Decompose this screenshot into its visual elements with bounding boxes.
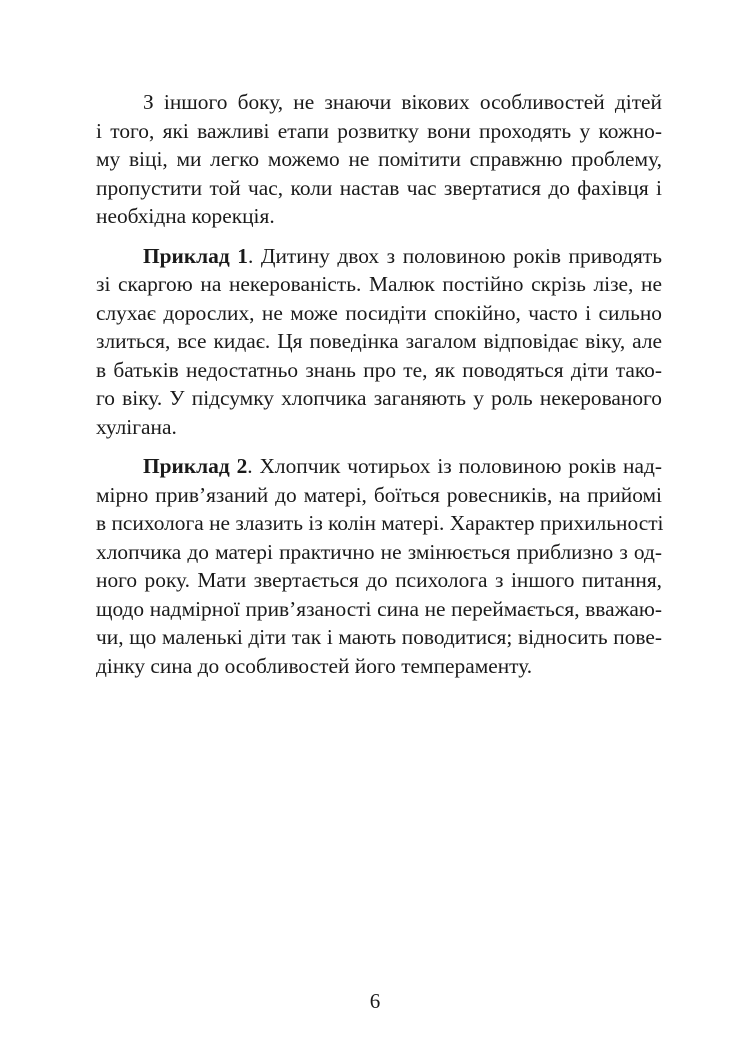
paragraph-line: в психолога не злазить із колін матері. Характер прихильності xyxy=(96,511,664,535)
example-1-label: Приклад 1 xyxy=(143,243,248,268)
paragraph-line: хлопчика до матері практично не змінюється приблизно з од- xyxy=(96,539,662,564)
paragraph-line: ного року. Мати звертається до психолога з іншого питання, xyxy=(96,568,662,592)
paragraph-line: пропустити той час, коли настав час звертатися до фахівця і xyxy=(96,175,662,200)
paragraph-line: злиться, все кидає. Ця поведінка загалом відповідає віку, але xyxy=(96,329,662,353)
paragraph-line: зі скаргою на некерованість. Малюк постійно скрізь лізе, не xyxy=(96,272,662,296)
paragraph-line: в батьків недостатньо знань про те, як поводяться діти тако- xyxy=(96,357,662,382)
paragraph-line: чи, що маленькі діти так і мають поводитися; відносить пове- xyxy=(96,625,662,649)
paragraph-line: дінку сина до особливостей його темпераменту. xyxy=(96,653,533,678)
paragraph-line: хулігана. xyxy=(96,414,177,439)
paragraph-line xyxy=(96,242,662,271)
paragraph-line: З іншого боку, не знаючи вікових особливостей дітей xyxy=(143,90,662,114)
paragraph-gap xyxy=(96,231,662,242)
paragraph-line-text: . Дитину двох з половиною років приводять xyxy=(247,243,662,268)
paragraph-line: необхідна корекція. xyxy=(96,204,275,228)
paragraph-line xyxy=(96,452,662,481)
paragraph-3 xyxy=(96,452,662,680)
paragraph-line: і того, які важливі етапи розвитку вони проходять у кожно- xyxy=(96,118,662,143)
page-number: 6 xyxy=(369,989,381,1013)
body-text xyxy=(96,88,662,680)
paragraph-2 xyxy=(96,242,662,442)
example-2-label: Приклад 2 xyxy=(143,454,248,478)
paragraph-line: щодо надмірної прив’язаності сина не переймається, вважаю- xyxy=(96,596,662,621)
paragraph-line: му віці, ми легко можемо не помітити справжню проблему, xyxy=(96,147,662,171)
paragraph-line: го віку. У підсумку хлопчика заганяють у роль некерованого xyxy=(96,386,662,410)
paragraph-line-text: . Хлопчик чотирьох із половиною років над- xyxy=(247,454,662,478)
paragraph-1 xyxy=(96,88,662,231)
paragraph-line: слухає дорослих, не може посидіти спокійно, часто і сильно xyxy=(96,300,662,325)
paragraph-gap xyxy=(96,441,662,452)
paragraph-line: мірно прив’язаний до матері, боїться ровесників, на прийомі xyxy=(96,482,662,507)
